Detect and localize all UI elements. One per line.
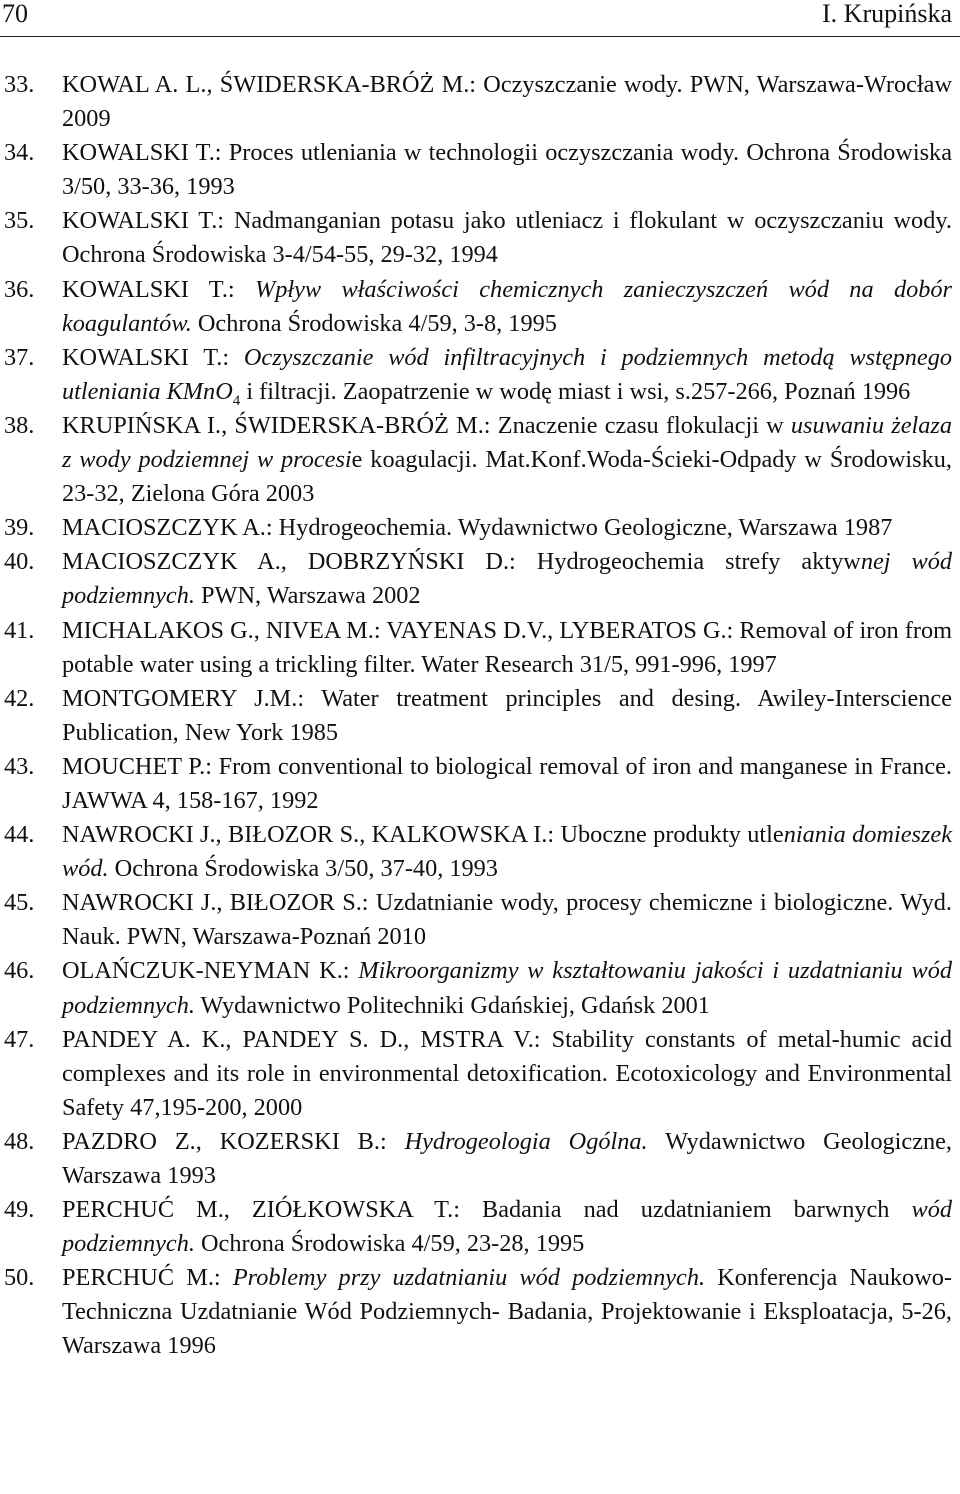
reference-number: 46. xyxy=(4,957,35,985)
reference-text xyxy=(62,753,952,814)
reference-text xyxy=(62,957,952,1018)
reference-text xyxy=(62,1128,952,1189)
reference-text xyxy=(62,685,952,746)
text-run: KOWALSKI T.: xyxy=(62,275,255,303)
text-run: i filtracji. Zaopatrzenie w wodę miast i wsi, s.257-266, Poznań 1996 xyxy=(240,377,911,405)
italic-text: usuwaniu żelaza z wody podziemnej w procesi xyxy=(62,411,952,474)
italic-text: nej wód podziemnych. xyxy=(62,548,952,610)
text-run: KOWAL A. L., ŚWIDERSKA-BRÓŻ M.: Oczyszczanie wody. PWN, Warszawa-Wrocław 2009 xyxy=(62,71,952,133)
subscript-text: 4 xyxy=(232,392,241,409)
reference-number: 40. xyxy=(4,548,35,576)
italic-text: niania domieszek wód. xyxy=(62,821,952,883)
reference-number: 38. xyxy=(4,411,35,439)
reference-list xyxy=(4,68,952,1364)
reference-item xyxy=(4,614,952,682)
italic-text: Mikroorganizmy w kształtowaniu jakości i uzdatnianiu wód podziemnych. xyxy=(62,957,952,1019)
text-run: NAWROCKI J., BIŁOZOR S., KALKOWSKA I.: Uboczne produkty utle xyxy=(62,821,784,849)
text-run: e koagulacji. Mat.Konf.Woda-Ścieki-Odpady w Środowisku, 23-32, Zielona Góra 2003 xyxy=(62,446,952,508)
reference-text xyxy=(62,617,952,678)
italic-text: Hydrogeologia Ogólna. xyxy=(404,1127,648,1155)
text-run: MACIOSZCZYK A., DOBRZYŃSKI D.: Hydrogeochemia strefy aktyw xyxy=(62,548,861,576)
reference-number: 35. xyxy=(4,207,35,235)
reference-text xyxy=(62,207,952,268)
reference-item xyxy=(4,1125,952,1193)
text-run: OLAŃCZUK-NEYMAN K.: xyxy=(62,957,359,985)
reference-item xyxy=(4,1193,952,1261)
reference-text xyxy=(62,889,952,950)
reference-number: 36. xyxy=(4,275,35,303)
text-run: PWN, Warszawa 2002 xyxy=(194,582,421,610)
italic-text: Oczyszczanie wód infiltracyjnych i podziemnych metodą wstępnego utleniania KMnO xyxy=(62,343,952,405)
reference-text xyxy=(62,1026,952,1121)
text-run: KOWALSKI T.: xyxy=(62,343,244,371)
reference-number: 49. xyxy=(4,1196,35,1224)
reference-item xyxy=(4,954,952,1022)
reference-item xyxy=(4,273,952,341)
text-run: MACIOSZCZYK A.: Hydrogeochemia. Wydawnictwo Geologiczne, Warszawa 1987 xyxy=(62,514,893,542)
reference-item xyxy=(4,545,952,613)
reference-item xyxy=(4,204,952,272)
reference-item xyxy=(4,750,952,818)
reference-text xyxy=(62,71,952,132)
reference-text xyxy=(62,412,952,507)
page-header xyxy=(0,0,960,37)
reference-text xyxy=(62,343,952,409)
reference-text xyxy=(62,1196,952,1257)
text-run: KRUPIŃSKA I., ŚWIDERSKA-BRÓŻ M.: Znaczenie czasu flokulacji w xyxy=(62,411,791,439)
text-run: MONTGOMERY J.M.: Water treatment principles and desing. Awiley-Interscience Publication, New York 1985 xyxy=(62,684,952,746)
italic-text: wód podziemnych. xyxy=(62,1196,952,1258)
reference-text xyxy=(62,1264,952,1359)
reference-item xyxy=(4,1023,952,1125)
reference-number: 47. xyxy=(4,1025,35,1053)
reference-item xyxy=(4,136,952,204)
reference-number: 48. xyxy=(4,1127,35,1155)
reference-item xyxy=(4,818,952,886)
reference-item xyxy=(4,1261,952,1363)
reference-number: 50. xyxy=(4,1264,35,1292)
text-run: KOWALSKI T.: Nadmanganian potasu jako utleniacz i flokulant w oczyszczaniu wody. Ochrona Środowiska 3-4/54-55, 29-32, 1994 xyxy=(62,207,952,269)
text-run: Ochrona Środowiska 4/59, 23-28, 1995 xyxy=(194,1230,585,1258)
reference-item xyxy=(4,341,952,409)
page-number: 70 xyxy=(2,0,28,28)
reference-item xyxy=(4,886,952,954)
reference-text xyxy=(62,139,952,200)
reference-item xyxy=(4,68,952,136)
text-run: KOWALSKI T.: Proces utleniania w technologii oczyszczania wody. Ochrona Środowiska 3/50, 33-36, 1993 xyxy=(62,139,952,201)
reference-item xyxy=(4,511,952,545)
reference-number: 34. xyxy=(4,139,35,167)
reference-number: 37. xyxy=(4,343,35,371)
text-run: Wydawnictwo Politechniki Gdańskiej, Gdańsk 2001 xyxy=(194,991,710,1019)
italic-text: Wpływ właściwości chemicznych zanieczyszczeń wód na dobór koagulantów. xyxy=(62,275,953,337)
reference-number: 42. xyxy=(4,684,35,712)
text-run: MOUCHET P.: From conventional to biological removal of iron and manganese in France. JAWWA 4, 158-167, 1992 xyxy=(62,752,952,814)
text-run: Ochrona Środowiska 3/50, 37-40, 1993 xyxy=(108,855,498,883)
text-run: Konferencja Naukowo-Techniczna Uzdatnianie Wód Podziemnych- Badania, Projektowanie i Eksploatacja, 5-26, Warszawa 1996 xyxy=(62,1264,952,1360)
text-run: PERCHUĆ M., ZIÓŁKOWSKA T.: Badania nad uzdatnianiem barwnych xyxy=(62,1196,912,1224)
text-run: NAWROCKI J., BIŁOZOR S.: Uzdatnianie wody, procesy chemiczne i biologiczne. Wyd. Nauk. PWN, Warszawa-Poznań 2010 xyxy=(62,889,952,951)
text-run: Wydawnictwo Geologiczne, Warszawa 1993 xyxy=(62,1127,953,1189)
text-run: Ochrona Środowiska 4/59, 3-8, 1995 xyxy=(191,309,557,337)
reference-number: 45. xyxy=(4,889,35,917)
reference-item xyxy=(4,682,952,750)
reference-number: 39. xyxy=(4,514,35,542)
reference-text xyxy=(62,514,892,541)
reference-number: 44. xyxy=(4,821,35,849)
italic-text: Problemy przy uzdatnianiu wód podziemnych. xyxy=(232,1264,706,1292)
reference-text xyxy=(62,548,952,609)
reference-text xyxy=(62,276,952,337)
reference-number: 43. xyxy=(4,752,35,780)
text-run: PANDEY A. K., PANDEY S. D., MSTRA V.: Stability constants of metal-humic acid complexes and its role in environmental detoxification. Ecotoxicology and Environmental Safety 47,195-200, 2000 xyxy=(62,1025,952,1121)
text-run: MICHALAKOS G., NIVEA M.: VAYENAS D.V., LYBERATOS G.: Removal of iron from potable water using a trickling filter. Water Research 31/5, 991-996, 1997 xyxy=(62,616,952,678)
reference-text xyxy=(62,821,952,882)
reference-number: 41. xyxy=(4,616,35,644)
reference-item xyxy=(4,409,952,511)
text-run: PERCHUĆ M.: xyxy=(62,1264,233,1292)
running-head: I. Krupińska xyxy=(822,0,952,28)
reference-number: 33. xyxy=(4,71,35,98)
text-run: PAZDRO Z., KOZERSKI B.: xyxy=(62,1127,405,1155)
